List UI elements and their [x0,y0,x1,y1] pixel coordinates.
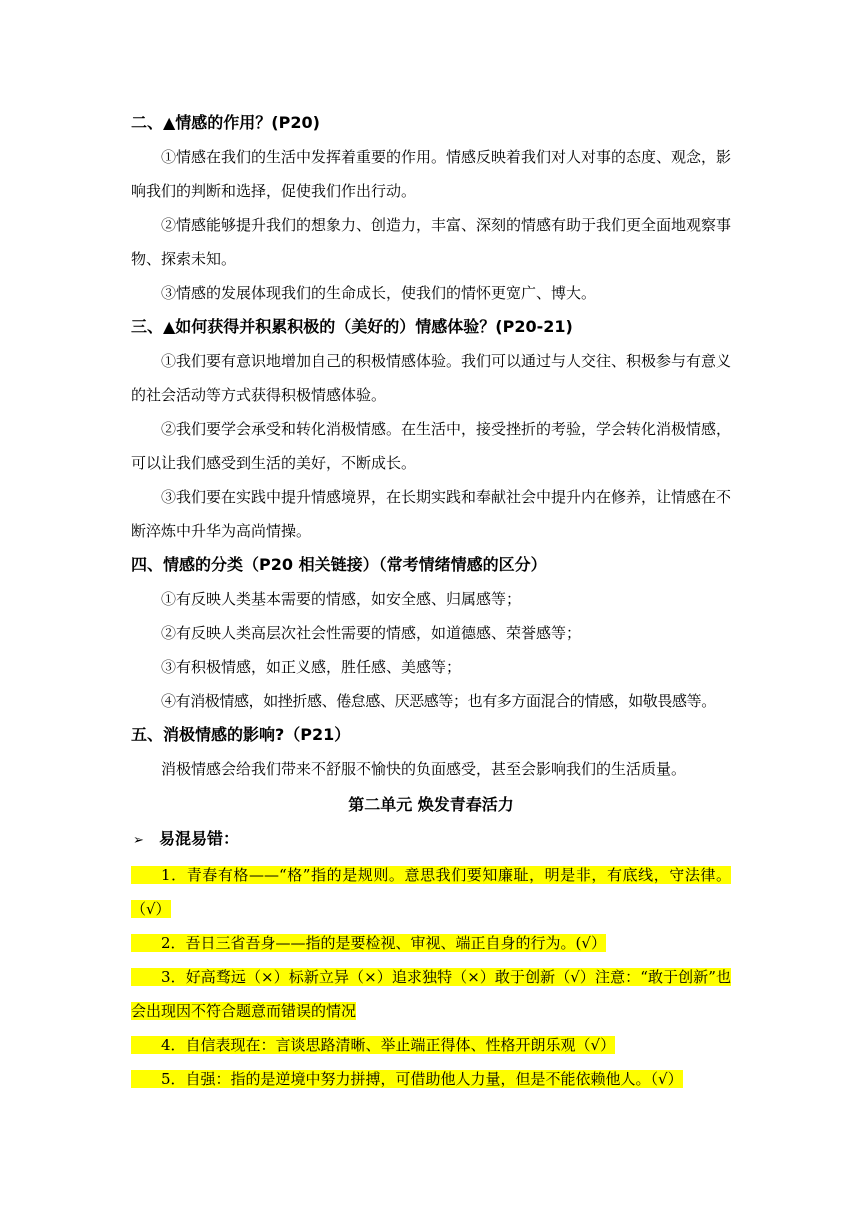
highlighted-item [131,858,731,926]
paragraph: ①有反映人类基本需要的情感，如安全感、归属感等； [161,590,522,608]
paragraph: ①我们要有意识地增加自己的积极情感体验。我们可以通过与人交往、积极参与有意义的社会活动等方式获得积极情感体验。 [131,352,732,404]
paragraph: ④有消极情感，如挫折感、倦怠感、厌恶感等；也有多方面混合的情感，如敬畏感等。 [161,692,716,710]
mistakes-heading-row [131,822,731,858]
paragraph: ③有积极情感，如正义感，胜任感、美感等； [161,658,462,676]
paragraph: ③情感的发展体现我们的生命成长，使我们的情怀更宽广、博大。 [161,284,597,302]
paragraph: ①情感在我们的生活中发挥着重要的作用。情感反映着我们对人对事的态度、观念，影响我们的判断和选择，促使我们作出行动。 [131,148,732,200]
section-heading-5: 五、消极情感的影响?（P21） [131,725,351,744]
paragraph: ②有反映人类高层次社会性需要的情感，如道德感、荣誉感等； [161,624,582,642]
section-heading-3: 三、▲如何获得并积累积极的（美好的）情感体验？(P20-21) [131,317,573,336]
section-heading-2: 二、▲情感的作用？(P20) [131,113,320,132]
arrow-bullet-icon: ➢ [133,833,144,848]
highlighted-text: 1．青春有格——“格”指的是规则。意思我们要知廉耻，明是非，有底线，守法律。（√） [131,866,731,918]
highlighted-item [131,1062,731,1096]
highlighted-text: 5．自强：指的是逆境中努力拼搏，可借助他人力量，但是不能依赖他人。（√） [131,1070,683,1088]
highlighted-item [131,1028,731,1062]
paragraph: 消极情感会给我们带来不舒服不愉快的负面感受，甚至会影响我们的生活质量。 [161,760,687,778]
section-heading-4: 四、情感的分类（P20 相关链接）（常考情绪情感的区分） [131,555,547,574]
unit-title: 第二单元 焕发青春活力 [348,795,514,814]
highlighted-text: 4．自信表现在：言谈思路清晰、举止端正得体、性格开朗乐观（√） [131,1036,615,1054]
mistakes-heading: 易混易错： [159,829,240,848]
highlighted-text: 2．吾日三省吾身——指的是要检视、审视、端正自身的行为。(√） [131,934,606,952]
document-content [131,106,731,1096]
highlighted-text: 3．好高骛远（×）标新立异（×）追求独特（×）敢于创新（√）注意：“敢于创新”也会出现因不符合题意而错误的情况 [131,968,731,1020]
paragraph: ③我们要在实践中提升情感境界，在长期实践和奉献社会中提升内在修养，让情感在不断淬炼中升华为高尚情操。 [131,488,732,540]
paragraph: ②我们要学会承受和转化消极情感。在生活中，接受挫折的考验，学会转化消极情感，可以让我们感受到生活的美好，不断成长。 [131,420,732,472]
highlighted-item [131,926,731,960]
paragraph: ②情感能够提升我们的想象力、创造力，丰富、深刻的情感有助于我们更全面地观察事物、探索未知。 [131,216,732,268]
highlighted-item [131,960,731,1028]
